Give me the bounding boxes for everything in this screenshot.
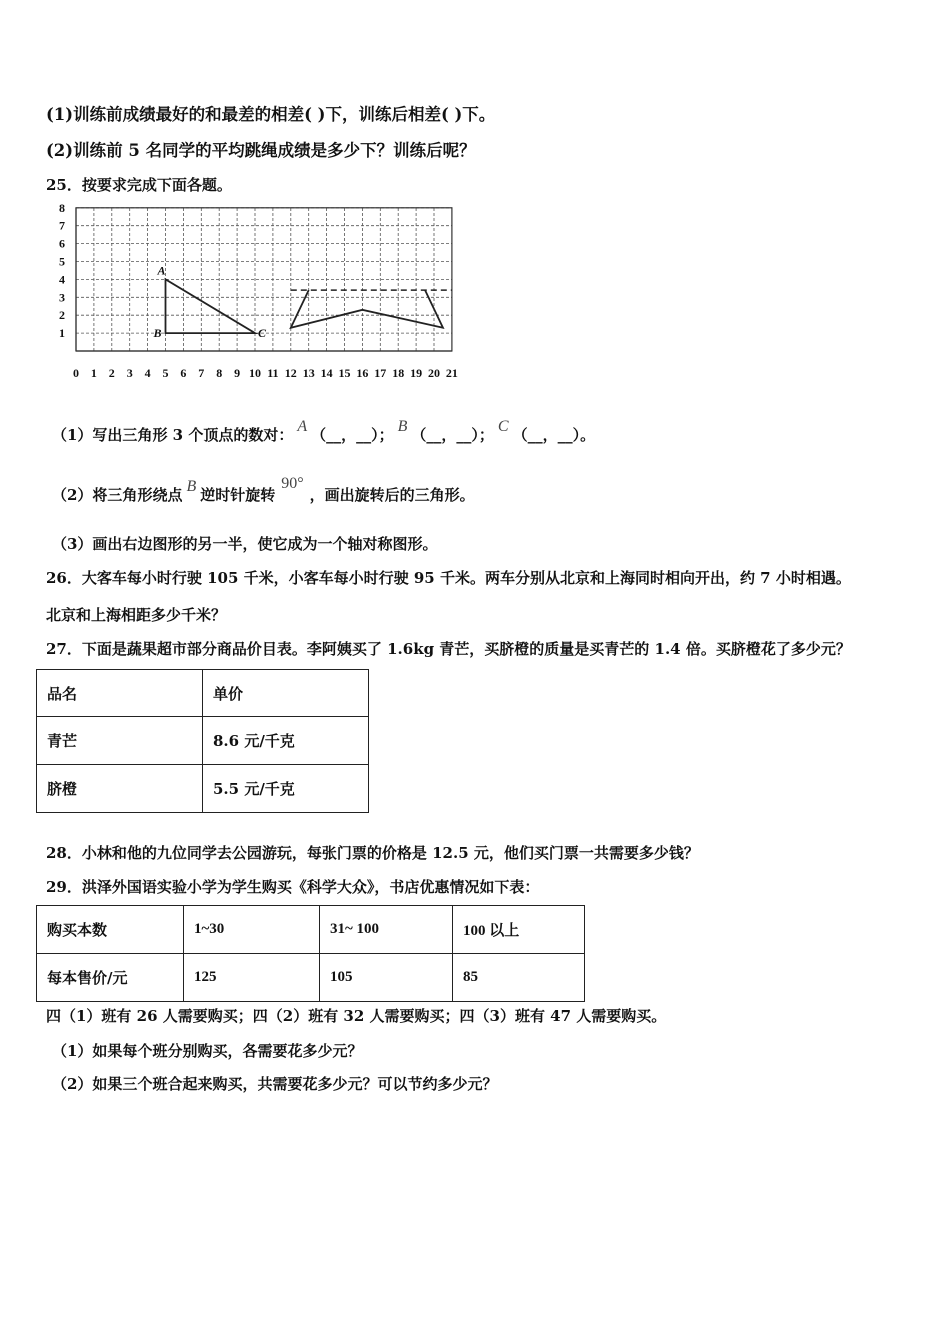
question-25-title: 25．按要求完成下面各题。 (46, 176, 232, 194)
x-tick-label: 19 (410, 366, 423, 380)
y-tick-label: 7 (59, 218, 65, 233)
x-tick-label: 16 (356, 366, 369, 380)
x-tick-label: 2 (108, 366, 115, 380)
x-tick-label: 18 (392, 366, 405, 380)
x-tick-label: 7 (198, 366, 205, 380)
x-tick-label: 17 (374, 366, 387, 380)
q25-2-mid: 逆时针旋转 (200, 486, 276, 504)
question-27: 27．下面是蔬果超市部分商品价目表。李阿姨买了 1.6kg 青芒，买脐橙的质量是买青芒的 1.4 倍。买脐橙花了多少元？ (46, 640, 851, 658)
rotation-angle: 90° (281, 475, 304, 492)
price-table (36, 669, 369, 813)
x-tick-label: 3 (126, 366, 133, 380)
y-tick-label: 5 (59, 254, 65, 269)
x-tick-label: 12 (284, 366, 297, 380)
question-28: 28．小林和他的九位同学去公园游玩，每张门票的价格是 12.5 元，他们买门票一共需要多少钱？ (46, 844, 699, 862)
x-tick-label: 10 (249, 366, 261, 380)
x-tick-label: 21 (445, 366, 458, 380)
x-tick-label: 13 (302, 366, 315, 380)
x-tick-label: 15 (338, 366, 351, 380)
point-b-label: B (153, 326, 162, 341)
half-shape-outline (291, 290, 443, 328)
x-tick-label: 8 (216, 366, 223, 380)
table-row (37, 670, 369, 717)
table-cell: 100 以上 (453, 906, 585, 954)
q25-2-suffix: ，画出旋转后的三角形。 (309, 486, 475, 504)
table-cell: 125 (184, 954, 320, 1002)
question-26-line-1: 26．大客车每小时行驶 105 千米，小客车每小时行驶 95 千米。两车分别从北京和上海同时相向开出，约 7 小时相遇。 (46, 569, 851, 587)
point-b-symbol: B (397, 418, 408, 435)
table-header-cell: 单价 (203, 670, 369, 717)
x-tick-label: 1 (90, 366, 97, 380)
table-cell: 青芒 (37, 717, 203, 765)
question-29-info: 四（1）班有 26 人需要购买；四（2）班有 32 人需要购买；四（3）班有 47 人需要购买。 (46, 1007, 667, 1025)
question-24-part-1: (1)训练前成绩最好的和最差的相差( )下，训练后相差( )下。 (46, 105, 496, 124)
question-29-part-2: （2）如果三个班合起来购买，共需要花多少元？可以节约多少元？ (52, 1075, 498, 1093)
table-cell: 31~ 100 (320, 906, 453, 954)
x-tick-label: 11 (267, 366, 279, 380)
x-tick-label: 9 (234, 366, 241, 380)
question-26-line-2: 北京和上海相距多少千米？ (46, 606, 227, 624)
x-tick-label: 5 (162, 366, 169, 380)
y-tick-label: 1 (59, 326, 65, 341)
point-b-symbol-2: B (186, 478, 197, 495)
question-25-part-2 (52, 475, 475, 505)
table-header-cell: 品名 (37, 670, 203, 717)
table-cell: 8.6 元/千克 (203, 717, 369, 765)
y-tick-label: 8 (59, 200, 65, 215)
table-cell: 1~30 (184, 906, 320, 954)
table-row (37, 717, 369, 765)
y-tick-label: 3 (59, 290, 65, 305)
table-row (37, 765, 369, 813)
table-cell: 85 (453, 954, 585, 1002)
table-cell: 购买本数 (37, 906, 184, 954)
point-b-blank: （__，__）； (411, 426, 494, 444)
y-tick-label: 4 (59, 272, 65, 287)
y-tick-label: 2 (59, 308, 65, 323)
point-a-symbol: A (297, 418, 308, 435)
x-tick-label: 0 (73, 366, 79, 380)
x-tick-label: 6 (180, 366, 187, 380)
point-a-label: A (157, 263, 166, 278)
table-row (37, 906, 585, 954)
y-tick-label: 6 (59, 236, 65, 251)
question-24-part-2: (2)训练前 5 名同学的平均跳绳成绩是多少下？训练后呢？ (46, 141, 476, 160)
question-29: 29．洪泽外国语实验小学为学生购买《科学大众》，书店优惠情况如下表： (46, 878, 540, 896)
table-cell: 105 (320, 954, 453, 1002)
x-tick-label: 20 (428, 366, 440, 380)
coordinate-grid (44, 200, 458, 386)
point-c-symbol: C (497, 418, 509, 435)
x-tick-label: 14 (320, 366, 333, 380)
question-25-part-1 (52, 418, 596, 445)
discount-table (36, 905, 585, 1002)
table-cell: 脐橙 (37, 765, 203, 813)
table-cell: 5.5 元/千克 (203, 765, 369, 813)
point-c-blank: （__，__）。 (512, 426, 596, 444)
table-cell: 每本售价/元 (37, 954, 184, 1002)
triangle-abc (166, 279, 256, 333)
question-29-part-1: （1）如果每个班分别购买，各需要花多少元？ (52, 1042, 363, 1060)
x-tick-label: 4 (144, 366, 151, 380)
point-a-blank: （__，__）； (311, 426, 394, 444)
point-c-label: C (258, 326, 267, 341)
q25-2-prefix: （2）将三角形绕点 (52, 486, 183, 504)
q25-1-prefix: （1）写出三角形 3 个顶点的数对： (52, 426, 294, 444)
table-row (37, 954, 585, 1002)
question-25-part-3: （3）画出右边图形的另一半，使它成为一个轴对称图形。 (52, 535, 438, 553)
